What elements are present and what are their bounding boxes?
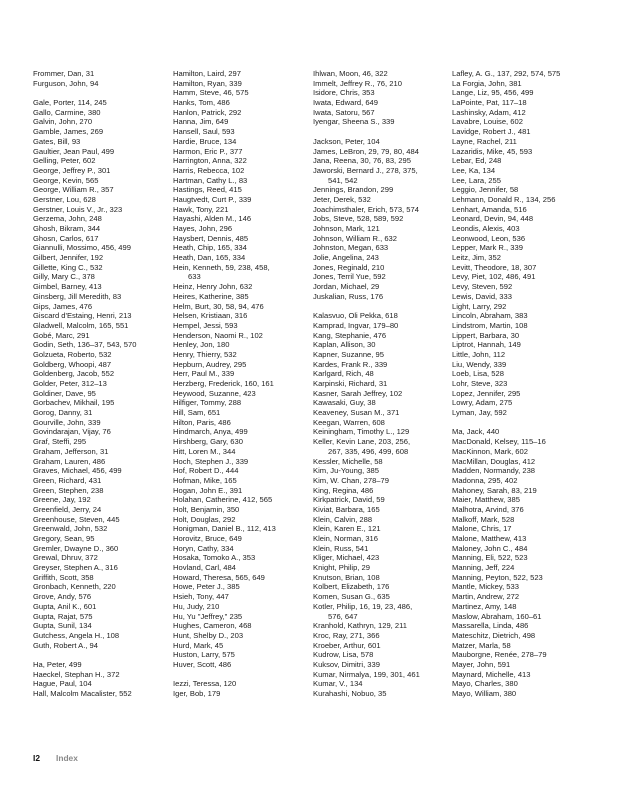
index-entry: Giannulli, Mossimo, 456, 499 xyxy=(33,243,131,253)
index-entry: Lindstrom, Martin, 108 xyxy=(452,320,528,330)
index-entry: Kroc, Ray, 271, 366 xyxy=(313,630,380,640)
index-entry: Lyman, Jay, 592 xyxy=(452,408,507,418)
index-entry: Ihlwan, Moon, 46, 322 xyxy=(313,69,388,78)
index-entry: Lohr, Steve, 323 xyxy=(452,379,508,388)
index-entry: Loeb, Lisa, 528 xyxy=(452,369,504,379)
index-entry: Malkoff, Mark, 528 xyxy=(452,514,515,524)
index-entry: Malone, Chris, 17 xyxy=(452,524,512,534)
index-entry: Keiningham, Timothy L., 129 xyxy=(313,427,410,437)
index-entry: Graham, Jefferson, 31 xyxy=(33,446,109,456)
index-entry: Keegan, Warren, 608 xyxy=(313,417,385,427)
index-entry: Knutson, Brian, 108 xyxy=(313,572,380,582)
index-entry: Lopez, Jennifer, 295 xyxy=(452,388,521,398)
index-entry: Greyser, Stephen A., 316 xyxy=(33,563,118,573)
index-entry: Hayes, John, 296 xyxy=(173,224,233,233)
index-entry: Massarella, Linda, 486 xyxy=(452,621,529,631)
index-entry: James, LeBron, 29, 79, 80, 484 xyxy=(313,146,419,156)
index-entry: Lavidge, Robert J., 481 xyxy=(452,127,531,137)
index-entry: George, Kevin, 565 xyxy=(33,175,99,185)
index-entry: Kim, W. Chan, 278–79 xyxy=(313,475,389,485)
index-entry: Keaveney, Susan M., 371 xyxy=(313,408,400,418)
index-spacer xyxy=(452,418,592,428)
index-entry: Ha, Peter, 499 xyxy=(33,659,82,669)
index-entry: Klein, Norman, 316 xyxy=(313,534,379,543)
index-entry: Gillette, King C., 532 xyxy=(33,262,103,272)
index-entry: Huver, Scott, 486 xyxy=(173,659,232,669)
index-entry: Levitt, Theodore, 18, 307 xyxy=(452,262,537,272)
index-entry: LaPointe, Pat, 117–18 xyxy=(452,98,527,108)
index-entry: Kaplan, Allison, 30 xyxy=(313,340,376,350)
index-entry: Hamilton, Ryan, 339 xyxy=(173,78,242,88)
index-entry: Ginsberg, Jill Meredith, 83 xyxy=(33,291,122,301)
index-entry: Leonard, Devin, 94, 448 xyxy=(452,214,534,224)
index-entry: Iwata, Satoru, 567 xyxy=(313,107,375,117)
index-entry: Madden, Normandy, 238 xyxy=(452,466,536,476)
index-entry: Joachimsthaler, Erich, 573, 574 xyxy=(313,204,419,214)
index-entry: Mayo, William, 380 xyxy=(452,689,517,698)
index-entry: Gips, James, 476 xyxy=(33,301,93,311)
index-entry: Green, Richard, 431 xyxy=(33,475,102,485)
index-entry: Hanna, Jim, 649 xyxy=(173,117,229,127)
index-entry: Hill, Sam, 651 xyxy=(173,408,221,418)
index-entry: Karpinski, Richard, 31 xyxy=(313,379,388,388)
index-entry: Levy, Steven, 592 xyxy=(452,282,513,292)
index-entry: Hall, Malcolm Macalister, 552 xyxy=(33,689,132,698)
index-entry: Madonna, 295, 402 xyxy=(452,475,518,485)
index-entry: Kiviat, Barbara, 165 xyxy=(313,504,380,514)
index-entry: Gilly, Mary C., 378 xyxy=(33,272,95,282)
index-entry: Hempel, Jessi, 593 xyxy=(173,320,238,330)
index-entry: Hosaka, Tomoko A., 353 xyxy=(173,553,256,563)
index-entry: Hamilton, Laird, 297 xyxy=(173,69,241,78)
index-entry: Gorog, Danny, 31 xyxy=(33,408,93,418)
index-column-4 xyxy=(452,69,592,699)
index-entry: Gupta, Anil K., 601 xyxy=(33,601,97,611)
section-label: Index xyxy=(56,753,78,763)
index-entry: George, Jeffrey P., 301 xyxy=(33,165,111,175)
index-entry: Mauborgne, Renée, 278–79 xyxy=(452,650,547,660)
index-entry: Jaworski, Bernard J., 278, 375, xyxy=(313,165,418,175)
index-entry: Lebar, Ed, 248 xyxy=(452,156,502,166)
index-entry: Graham, Lauren, 486 xyxy=(33,456,106,466)
index-entry: Helm, Burt, 30, 58, 94, 476 xyxy=(173,301,264,311)
index-entry: Layne, Rachel, 211 xyxy=(452,136,517,146)
index-entry: Light, Larry, 292 xyxy=(452,301,507,311)
index-entry: Iwata, Edward, 649 xyxy=(313,98,379,108)
index-entry: Gorbachev, Mikhail, 195 xyxy=(33,398,115,408)
index-entry: Kranhold, Kathryn, 129, 211 xyxy=(313,621,408,631)
index-entry: Hofman, Mike, 165 xyxy=(173,475,237,485)
index-entry: Hindmarch, Anya, 499 xyxy=(173,427,248,437)
index-entry: Goldenberg, Jacob, 552 xyxy=(33,369,115,379)
index-entry: Matzer, Marla, 58 xyxy=(452,640,511,650)
index-entry: Iezzi, Teressa, 120 xyxy=(173,679,237,689)
index-column-3 xyxy=(313,69,453,699)
index-entry: Kuksov, Dimitri, 339 xyxy=(313,659,380,669)
index-entry: Isidore, Chris, 353 xyxy=(313,88,375,98)
index-entry: Hartman, Cathy L., 83 xyxy=(173,175,248,185)
index-entry: Kardes, Frank R., 339 xyxy=(313,359,388,369)
index-entry: Maier, Matthew, 385 xyxy=(452,495,520,505)
index-entry: Kapner, Suzanne, 95 xyxy=(313,349,384,359)
index-entry: MacMillan, Douglas, 412 xyxy=(452,456,536,466)
index-entry: Kroeber, Arthur, 601 xyxy=(313,640,381,650)
index-entry-continuation: 576, 647 xyxy=(328,611,358,621)
index-entry: Klein, Russ, 541 xyxy=(313,543,369,553)
index-entry: Griffith, Scott, 358 xyxy=(33,572,94,582)
index-entry: Ghosh, Bikram, 344 xyxy=(33,224,101,233)
index-entry: Gupta, Sunil, 134 xyxy=(33,621,92,631)
index-entry: Johnston, Megan, 633 xyxy=(313,243,389,253)
index-entry: Godin, Seth, 136–37, 543, 570 xyxy=(33,340,137,350)
index-entry: Kasner, Sarah Jeffrey, 102 xyxy=(313,388,403,398)
index-entry: Hunt, Shelby D., 203 xyxy=(173,630,244,640)
index-entry: Kumar, V., 134 xyxy=(313,679,363,689)
index-entry: Kalasvuo, Oli Pekka, 618 xyxy=(313,311,398,321)
index-entry: Hanks, Tom, 486 xyxy=(173,98,230,108)
index-spacer xyxy=(313,127,453,137)
index-entry: Leitz, Jim, 352 xyxy=(452,253,501,263)
index-entry: Holt, Benjamin, 350 xyxy=(173,504,240,514)
index-entry: Liptrot, Hannah, 149 xyxy=(452,340,521,350)
index-entry: Galvin, John, 270 xyxy=(33,117,93,127)
index-entry: Keller, Kevin Lane, 203, 256, xyxy=(313,437,411,447)
index-entry: Harrington, Anna, 322 xyxy=(173,156,247,166)
index-entry: Henderson, Naomi R., 102 xyxy=(173,330,263,340)
index-entry-continuation: 541, 542 xyxy=(328,175,358,185)
index-entry: Gladwell, Malcolm, 165, 551 xyxy=(33,320,129,330)
index-entry: Gerstner, Louis V., Jr., 323 xyxy=(33,204,123,214)
index-entry: Hardie, Bruce, 134 xyxy=(173,136,237,146)
index-entry: Gutchess, Angela H., 108 xyxy=(33,630,120,640)
index-entry: Hanlon, Patrick, 292 xyxy=(173,107,242,117)
index-entry: Gerstner, Lou, 628 xyxy=(33,194,96,204)
index-entry: Green, Stephen, 238 xyxy=(33,485,104,495)
index-entry: Kirkpatrick, David, 59 xyxy=(313,495,385,505)
index-entry: Howe, Peter J., 385 xyxy=(173,582,240,592)
index-entry: Leggio, Jennifer, 58 xyxy=(452,185,519,195)
index-entry: Leonwood, Leon, 536 xyxy=(452,233,526,243)
index-entry: Henry, Thierry, 532 xyxy=(173,349,237,359)
index-entry: Golzueta, Roberto, 532 xyxy=(33,349,112,359)
index-entry: Gaultier, Jean Paul, 499 xyxy=(33,146,115,156)
index-entry: Horyn, Cathy, 334 xyxy=(173,543,234,553)
index-spacer xyxy=(33,650,173,660)
index-entry: Jennings, Brandon, 299 xyxy=(313,185,394,195)
index-entry: Mayo, Charles, 380 xyxy=(452,679,518,689)
index-entry: Graf, Steffi, 295 xyxy=(33,437,87,447)
index-entry: Lee, Lara, 255 xyxy=(452,175,501,185)
index-entry: Herzberg, Frederick, 160, 161 xyxy=(173,379,274,388)
index-entry: Lenhart, Amanda, 516 xyxy=(452,204,527,214)
index-entry: Helsen, Kristiaan, 316 xyxy=(173,311,248,321)
index-entry: Johnson, Mark, 121 xyxy=(313,224,380,233)
index-entry: Golder, Peter, 312–13 xyxy=(33,379,107,388)
index-entry: Lowry, Adam, 275 xyxy=(452,398,513,408)
index-entry: Heinz, Henry John, 632 xyxy=(173,282,253,292)
index-entry: Howard, Theresa, 565, 649 xyxy=(173,572,265,582)
index-entry: Kessler, Michelle, 58 xyxy=(313,456,383,466)
index-entry: Lavabre, Louise, 602 xyxy=(452,117,523,127)
index-entry: Hughes, Cameron, 468 xyxy=(173,621,252,631)
index-entry: Komen, Susan G., 635 xyxy=(313,592,390,602)
index-entry: Juskalian, Russ, 176 xyxy=(313,291,384,301)
index-entry: Leondis, Alexis, 403 xyxy=(452,224,520,233)
index-entry: George, William R., 357 xyxy=(33,185,114,195)
index-entry: Jordan, Michael, 29 xyxy=(313,282,380,292)
index-entry: Greenfield, Jerry, 24 xyxy=(33,504,102,514)
index-entry: Gerzema, John, 248 xyxy=(33,214,102,224)
index-entry: Hof, Robert D., 444 xyxy=(173,466,239,476)
index-entry: Iyengar, Sheena S., 339 xyxy=(313,117,395,127)
index-entry: Lincoln, Abraham, 383 xyxy=(452,311,528,321)
index-entry: Hepburn, Audrey, 295 xyxy=(173,359,247,369)
index-entry: Kotler, Philip, 16, 19, 23, 486, xyxy=(313,601,413,611)
index-entry-continuation: 633 xyxy=(188,272,201,282)
index-entry: Hu, Yu "Jeffrey," 235 xyxy=(173,611,243,621)
index-entry: Hogan, John E., 391 xyxy=(173,485,243,495)
index-entry: Kudrow, Lisa, 578 xyxy=(313,650,374,660)
index-entry: Lippert, Barbara, 30 xyxy=(452,330,520,340)
index-entry: Liu, Wendy, 339 xyxy=(452,359,507,369)
index-entry: Jackson, Peter, 104 xyxy=(313,136,380,146)
index-entry: Hague, Paul, 104 xyxy=(33,679,92,689)
index-column-1 xyxy=(33,69,173,699)
index-entry: Levy, Piet, 102, 486, 491 xyxy=(452,272,536,282)
index-entry: Jones, Reginald, 210 xyxy=(313,262,385,272)
index-entry: Jobs, Steve, 528, 589, 592 xyxy=(313,214,404,224)
index-entry-continuation: 267, 335, 496, 499, 608 xyxy=(328,446,409,456)
index-entry: Kumar, Nirmalya, 199, 301, 461 xyxy=(313,669,420,679)
index-spacer xyxy=(173,670,313,680)
index-entry: Lewis, David, 333 xyxy=(452,291,512,301)
index-entry: Lange, Liz, 95, 456, 499 xyxy=(452,88,534,98)
index-spacer xyxy=(33,88,173,98)
index-entry: Hawk, Tony, 221 xyxy=(173,204,229,214)
index-entry: Lazaridis, Mike, 45, 593 xyxy=(452,146,533,156)
index-entry: Haugtvedt, Curt P., 339 xyxy=(173,194,252,204)
index-entry: Greenwald, John, 532 xyxy=(33,524,108,534)
index-entry: Goldiner, Dave, 95 xyxy=(33,388,96,398)
index-entry: Gelling, Peter, 602 xyxy=(33,156,96,166)
index-entry: MacKinnon, Mark, 602 xyxy=(452,446,528,456)
index-entry: Hilton, Paris, 486 xyxy=(173,417,231,427)
index-entry: Honigman, Daniel B., 112, 413 xyxy=(173,524,276,534)
index-entry: Grewal, Dhruv, 372 xyxy=(33,553,98,563)
index-entry: Manning, Jeff, 224 xyxy=(452,563,515,573)
index-entry: Greenhouse, Steven, 445 xyxy=(33,514,120,524)
index-spacer xyxy=(313,302,453,312)
index-entry: Malhotra, Arvind, 376 xyxy=(452,504,524,514)
index-entry: Gourville, John, 339 xyxy=(33,417,101,427)
index-entry: Horovitz, Bruce, 649 xyxy=(173,534,242,543)
index-entry: Henley, Jon, 180 xyxy=(173,340,230,350)
index-entry: Iger, Bob, 179 xyxy=(173,689,221,698)
index-entry: King, Regina, 486 xyxy=(313,485,374,495)
index-entry: Kim, Ju-Young, 385 xyxy=(313,466,379,476)
index-entry: Kliger, Michael, 423 xyxy=(313,553,380,563)
index-entry: Harmon, Eric P., 377 xyxy=(173,146,243,156)
index-entry: Grove, Andy, 576 xyxy=(33,592,92,602)
index-entry: Mahoney, Sarah, 83, 219 xyxy=(452,485,537,495)
index-entry: Gamble, James, 269 xyxy=(33,127,104,137)
index-entry: Immelt, Jeffrey R., 76, 210 xyxy=(313,78,402,88)
index-entry: Hsieh, Tony, 447 xyxy=(173,592,229,602)
index-entry: Karlgard, Rich, 48 xyxy=(313,369,374,379)
index-entry: Gobé, Marc, 291 xyxy=(33,330,90,340)
index-entry: Kamprad, Ingvar, 179–80 xyxy=(313,320,399,330)
index-entry: Mayer, John, 591 xyxy=(452,659,511,669)
index-entry: Manning, Peyton, 522, 523 xyxy=(452,572,543,582)
index-entry: Goldberg, Whoopi, 487 xyxy=(33,359,112,369)
index-entry: Holahan, Catherine, 412, 565 xyxy=(173,495,273,505)
index-entry: Jones, Terril Yue, 592 xyxy=(313,272,386,282)
index-entry: Haeckel, Stephan H., 372 xyxy=(33,669,120,679)
index-entry: Hein, Kenneth, 59, 238, 458, xyxy=(173,262,270,272)
index-entry: Gale, Porter, 114, 245 xyxy=(33,98,107,108)
index-entry: Heath, Dan, 165, 334 xyxy=(173,253,246,263)
index-entry: Hamm, Steve, 46, 575 xyxy=(173,88,249,98)
index-entry: Lashinsky, Adam, 412 xyxy=(452,107,526,117)
index-entry: Gallo, Carmine, 380 xyxy=(33,107,101,117)
index-entry: Maloney, John C., 484 xyxy=(452,543,528,553)
index-entry: Graves, Michael, 456, 499 xyxy=(33,466,122,476)
index-entry: Maynard, Michelle, 413 xyxy=(452,669,531,679)
index-entry: Haysbert, Dennis, 485 xyxy=(173,233,249,243)
index-entry: Kolbert, Elizabeth, 176 xyxy=(313,582,390,592)
index-entry: Govindarajan, Vijay, 76 xyxy=(33,427,111,437)
index-entry: Mantle, Mickey, 533 xyxy=(452,582,519,592)
index-entry: La Forgia, John, 381 xyxy=(452,78,522,88)
index-entry: Hilfiger, Tommy, 288 xyxy=(173,398,242,408)
index-entry: Giscard d'Estaing, Henri, 213 xyxy=(33,311,132,321)
index-entry: Gregory, Sean, 95 xyxy=(33,534,95,543)
index-entry: Gilbert, Jennifer, 192 xyxy=(33,253,104,263)
index-entry: Jeter, Derek, 532 xyxy=(313,194,371,204)
index-entry: Hu, Judy, 210 xyxy=(173,601,220,611)
index-entry: Gimbel, Barney, 413 xyxy=(33,282,102,292)
index-entry: Jana, Reena, 30, 76, 83, 295 xyxy=(313,156,411,166)
index-entry: Kang, Stephanie, 476 xyxy=(313,330,387,340)
index-entry: Mateschitz, Dietrich, 498 xyxy=(452,630,536,640)
index-entry: Hurd, Mark, 45 xyxy=(173,640,224,650)
index-entry: Lepper, Mark R., 339 xyxy=(452,243,523,253)
index-entry: Johnson, William R., 632 xyxy=(313,233,397,243)
page-footer xyxy=(33,753,78,763)
index-entry: Lafley, A. G., 137, 292, 574, 575 xyxy=(452,69,561,78)
index-entry: Kawasaki, Guy, 38 xyxy=(313,398,376,408)
index-entry: Harris, Rebecca, 102 xyxy=(173,165,245,175)
index-entry: Maslow, Abraham, 160–61 xyxy=(452,611,542,621)
index-entry: Kurahashi, Nobuo, 35 xyxy=(313,689,387,698)
index-entry: Lee, Ka, 134 xyxy=(452,165,496,175)
index-entry: Guth, Robert A., 94 xyxy=(33,640,99,650)
index-entry: Knight, Philip, 29 xyxy=(313,563,370,573)
index-entry: Gronbach, Kenneth, 220 xyxy=(33,582,116,592)
index-entry: Manning, Eli, 522, 523 xyxy=(452,553,528,563)
index-entry: Huston, Larry, 575 xyxy=(173,650,235,660)
index-entry: Gupta, Rajat, 575 xyxy=(33,611,93,621)
index-entry: Gates, Bill, 93 xyxy=(33,136,81,146)
index-entry: Hayashi, Alden M., 146 xyxy=(173,214,252,224)
index-entry: Malone, Matthew, 413 xyxy=(452,534,527,543)
index-entry: Ma, Jack, 440 xyxy=(452,427,500,437)
index-entry: Hovland, Carl, 484 xyxy=(173,563,236,573)
index-entry: Ghosn, Carlos, 617 xyxy=(33,233,99,243)
page-number: I2 xyxy=(33,753,40,763)
index-entry: Heywood, Suzanne, 423 xyxy=(173,388,256,398)
index-entry: Hansell, Saul, 593 xyxy=(173,127,235,137)
index-entry: MacDonald, Kelsey, 115–16 xyxy=(452,437,546,447)
index-entry: Hoch, Stephen J., 339 xyxy=(173,456,249,466)
index-entry: Hitt, Loren M., 344 xyxy=(173,446,236,456)
index-column-2 xyxy=(173,69,313,699)
index-entry: Frommer, Dan, 31 xyxy=(33,69,95,78)
index-entry: Greene, Jay, 192 xyxy=(33,495,91,505)
index-entry: Heath, Chip, 165, 334 xyxy=(173,243,247,253)
index-entry: Jolie, Angelina, 243 xyxy=(313,253,379,263)
index-entry: Heires, Katherine, 385 xyxy=(173,291,249,301)
index-entry: Klein, Calvin, 288 xyxy=(313,514,373,524)
index-entry: Hirshberg, Gary, 630 xyxy=(173,437,243,447)
index-entry: Klein, Karen E., 121 xyxy=(313,524,381,534)
index-entry: Herr, Paul M., 339 xyxy=(173,369,235,379)
index-entry: Lehmann, Donald R., 134, 256 xyxy=(452,194,556,204)
index-entry: Hastings, Reed, 415 xyxy=(173,185,242,195)
index-entry: Martin, Andrew, 272 xyxy=(452,592,520,602)
index-entry: Holt, Douglas, 292 xyxy=(173,514,236,524)
index-entry: Gremler, Dwayne D., 360 xyxy=(33,543,119,553)
index-entry: Little, John, 112 xyxy=(452,349,506,359)
index-entry: Furguson, John, 94 xyxy=(33,78,99,88)
index-entry: Martinez, Amy, 148 xyxy=(452,601,517,611)
